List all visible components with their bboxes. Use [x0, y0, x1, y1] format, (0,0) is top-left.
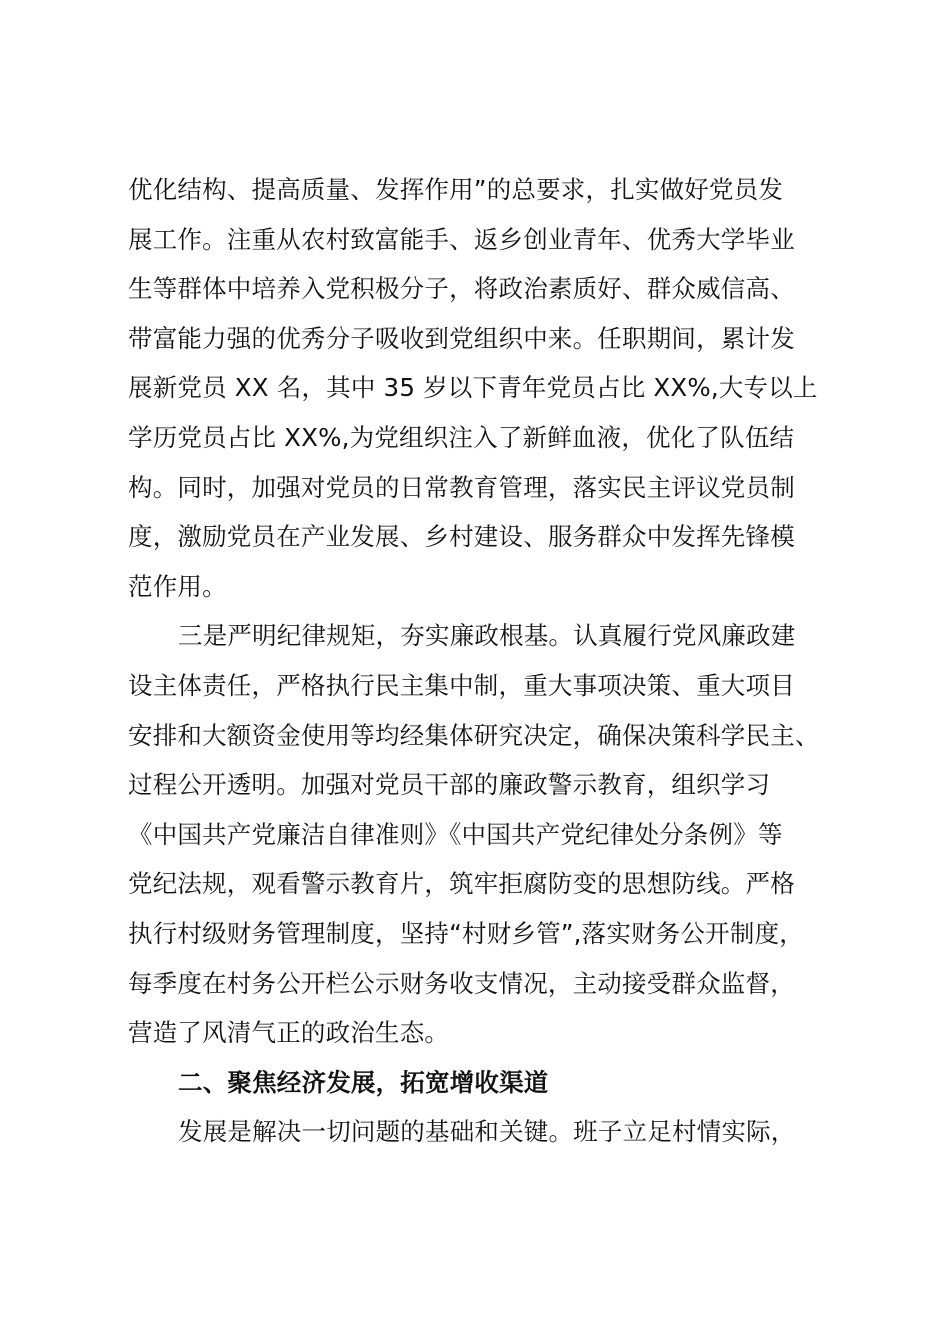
- paragraph-line: 过程公开透明。加强对党员干部的廉政警示教育，组织学习: [128, 770, 771, 800]
- paragraph-line: 范作用。: [128, 571, 227, 601]
- section-heading: 二、聚焦经济发展，拓宽增收渠道: [178, 1067, 549, 1097]
- paragraph-line: 设主体责任，严格执行民主集中制，重大事项决策、重大项目: [128, 670, 795, 700]
- paragraph-line: 安排和大额资金使用等均经集体研究决定，确保决策科学民主、: [128, 720, 820, 750]
- paragraph-line: 营造了风清气正的政治生态。: [128, 1018, 450, 1048]
- paragraph-line: 度，激励党员在产业发展、乡村建设、服务群众中发挥先锋模: [128, 522, 795, 552]
- paragraph-line: 每季度在村务公开栏公示财务收支情况，主动接受群众监督，: [128, 968, 795, 998]
- paragraph-line: 党纪法规，观看警示教育片，筑牢拒腐防变的思想防线。严格: [128, 869, 795, 899]
- paragraph-line: 学历党员占比 XX%,为党组织注入了新鲜血液，优化了队伍结: [128, 422, 795, 452]
- paragraph-line: 执行村级财务管理制度，坚持“村财乡管”,落实财务公开制度，: [128, 918, 804, 948]
- body-text: [128, 165, 828, 1157]
- paragraph-line: 展新党员 XX 名，其中 35 岁以下青年党员占比 XX%,大专以上: [128, 373, 818, 403]
- paragraph-line: 优化结构、提高质量、发挥作用”的总要求，扎实做好党员发: [128, 175, 784, 204]
- paragraph-line: 带富能力强的优秀分子吸收到党组织中来。任职期间，累计发: [128, 323, 795, 353]
- paragraph-first-line: 三是严明纪律规矩，夯实廉政根基。认真履行党风廉政建: [178, 621, 796, 651]
- paragraph-line: 展工作。注重从农村致富能手、返乡创业青年、优秀大学毕业: [128, 224, 795, 254]
- paragraph-first-line: 发展是解决一切问题的基础和关键。班子立足村情实际，: [178, 1117, 796, 1147]
- paragraph-line: 生等群体中培养入党积极分子，将政治素质好、群众威信高、: [128, 274, 795, 304]
- paragraph-line: 构。同时，加强对党员的日常教育管理，落实民主评议党员制: [128, 472, 795, 502]
- paragraph-line: 《中国共产党廉洁自律准则》《中国共产党纪律处分条例》等: [128, 819, 783, 849]
